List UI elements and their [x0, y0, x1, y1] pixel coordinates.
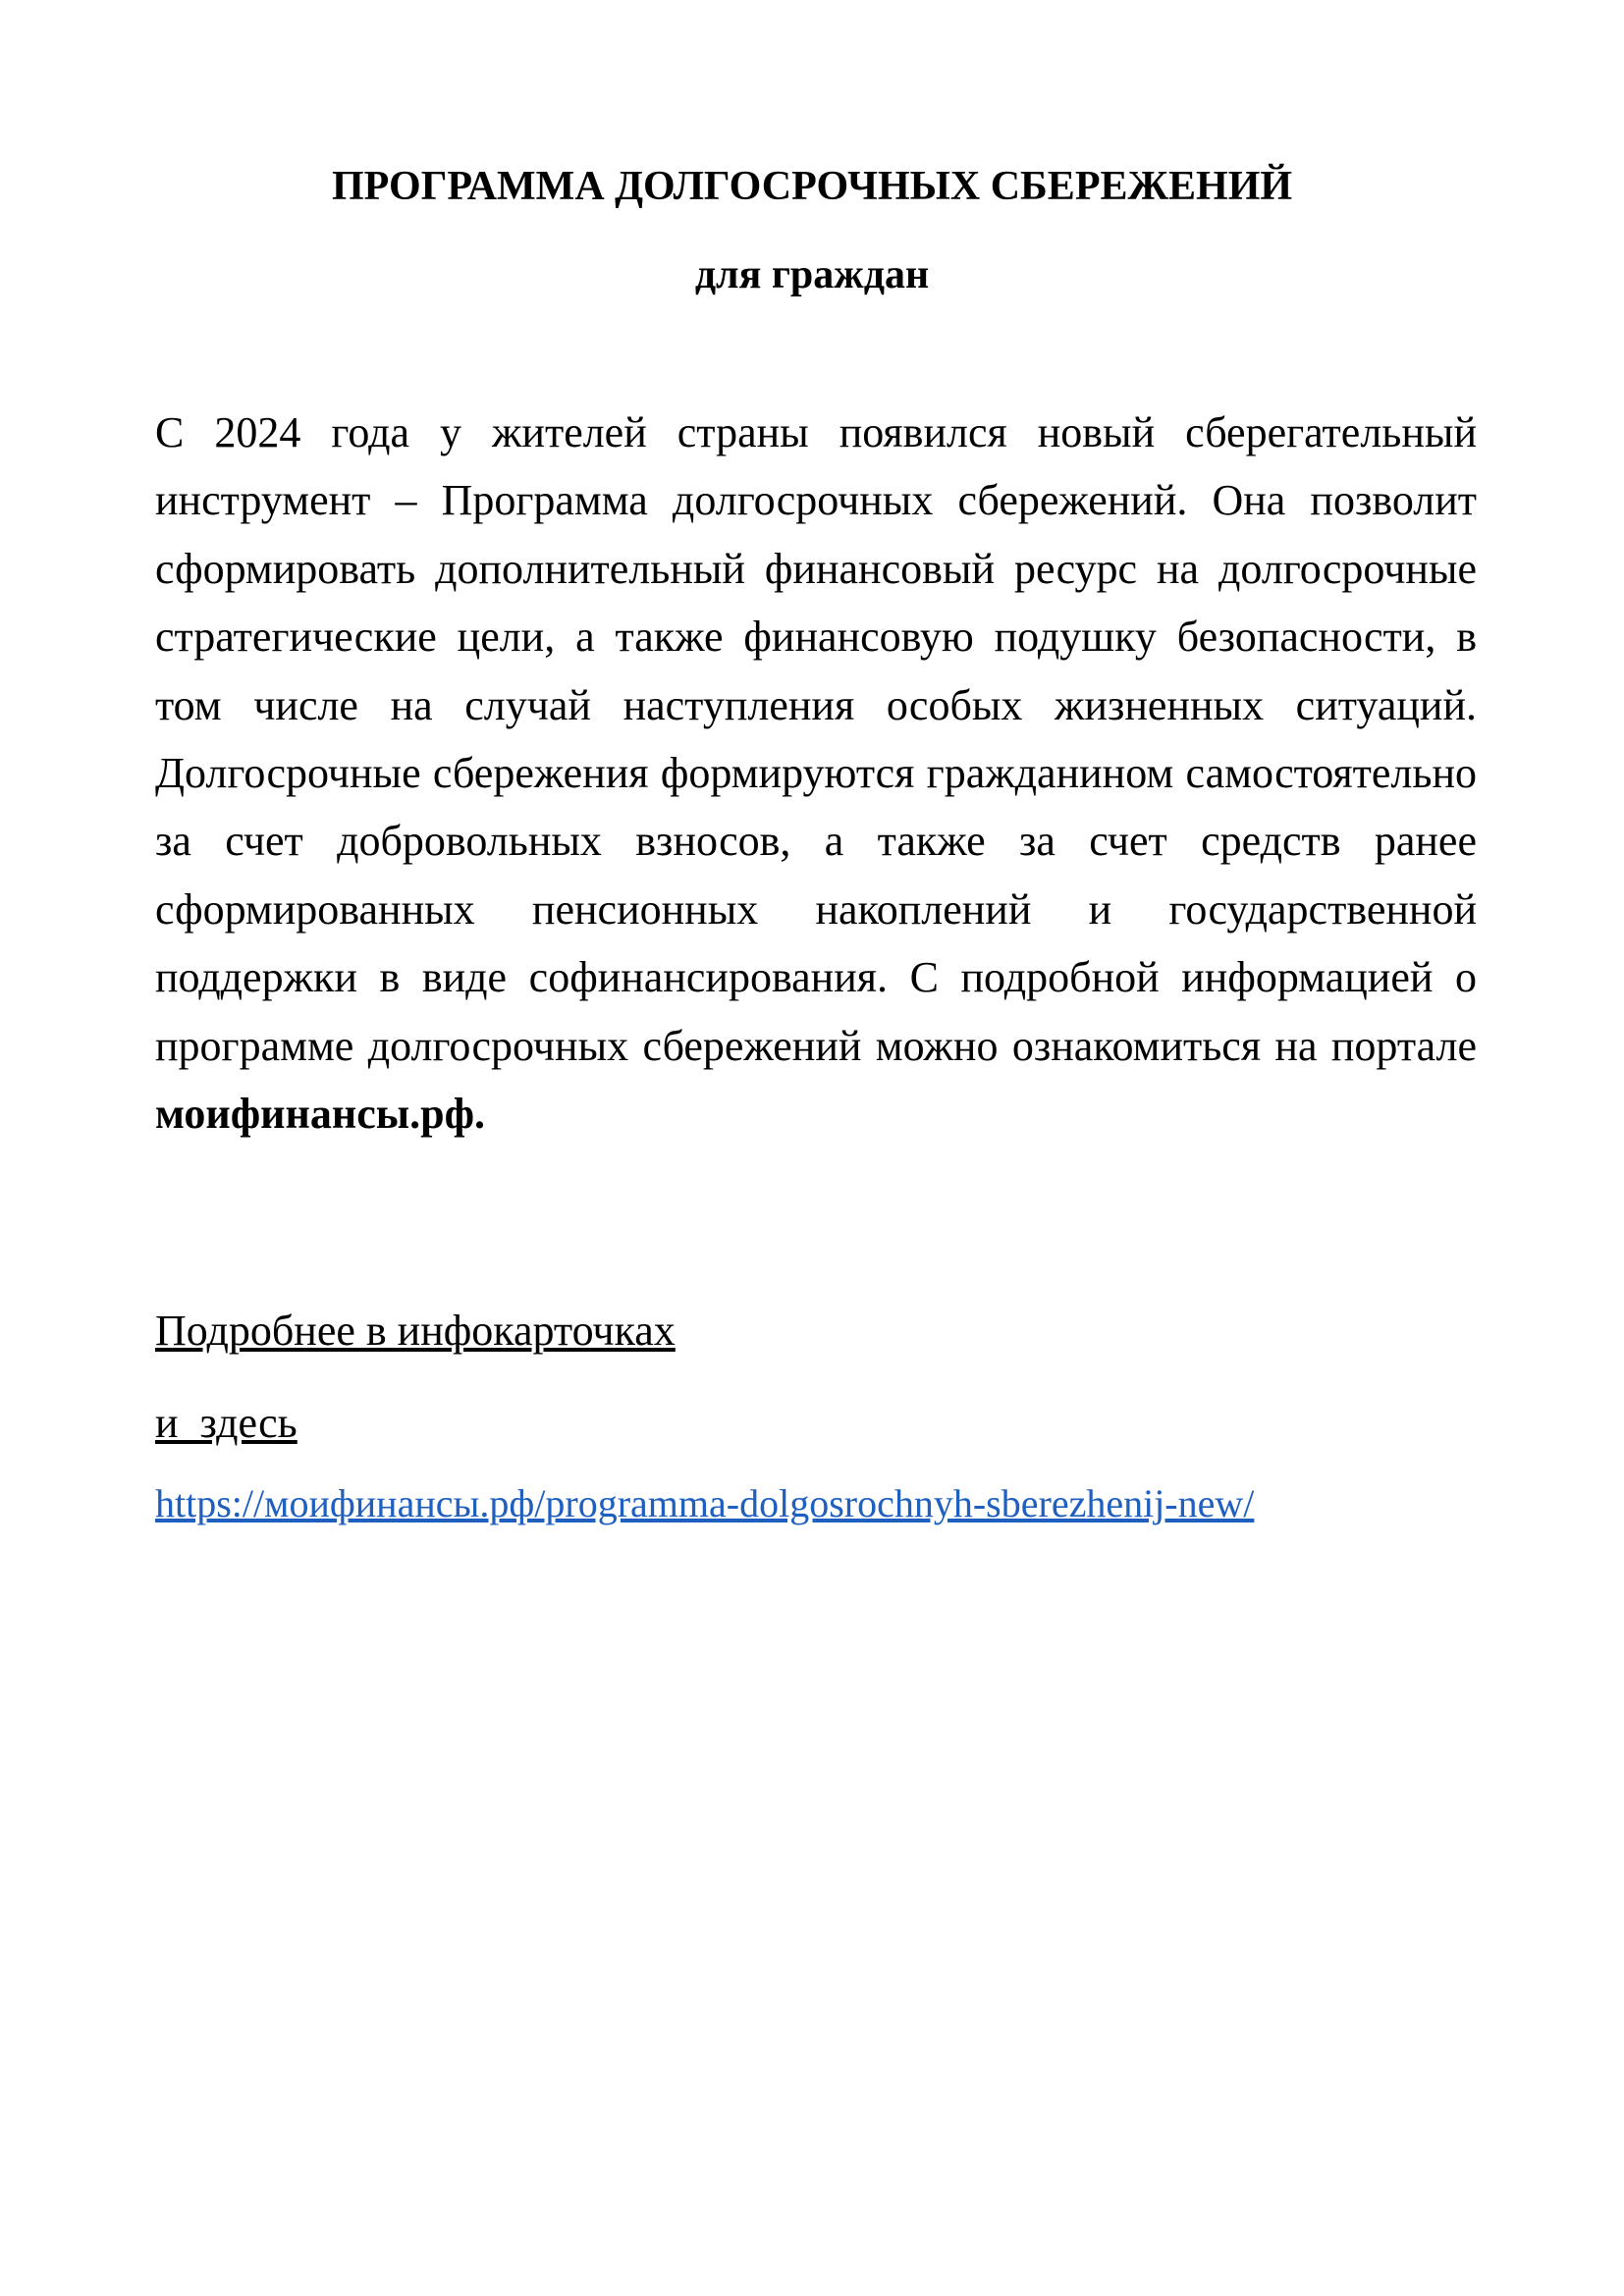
body-paragraph [155, 399, 1477, 1148]
body-text: С 2024 года у жителей страны появился новый сберегательный инструмент – Программа долгосрочных сбережений. Она позволит сформировать дополнительный финансовый ресурс на долгосрочные стратегические цели, а также финансовую подушку безопасности, в том числе на случай наступления особых жизненных ситуаций. Долгосрочные сбережения формируются гражданином самостоятельно за счет добровольных взносов, а также за счет средств ранее сформированных пенсионных накоплений и государственной поддержки в виде софинансирования. С подробной информацией о программе долгосрочных сбережений можно ознакомиться на портале [155, 408, 1477, 1070]
portal-name: моифинансы.рф. [155, 1090, 486, 1139]
here-link[interactable]: и здесь [155, 1399, 298, 1447]
program-url-link[interactable]: https://моифинансы.рф/programma-dolgosrochnyh-sberezhenij-new/ [155, 1481, 1255, 1525]
more-info-link[interactable]: Подробнее в инфокарточках [155, 1307, 676, 1355]
document-subtitle: для граждан [694, 252, 930, 297]
document-title: ПРОГРАММА ДОЛГОСРОЧНЫХ СБЕРЕЖЕНИЙ [331, 164, 1293, 209]
